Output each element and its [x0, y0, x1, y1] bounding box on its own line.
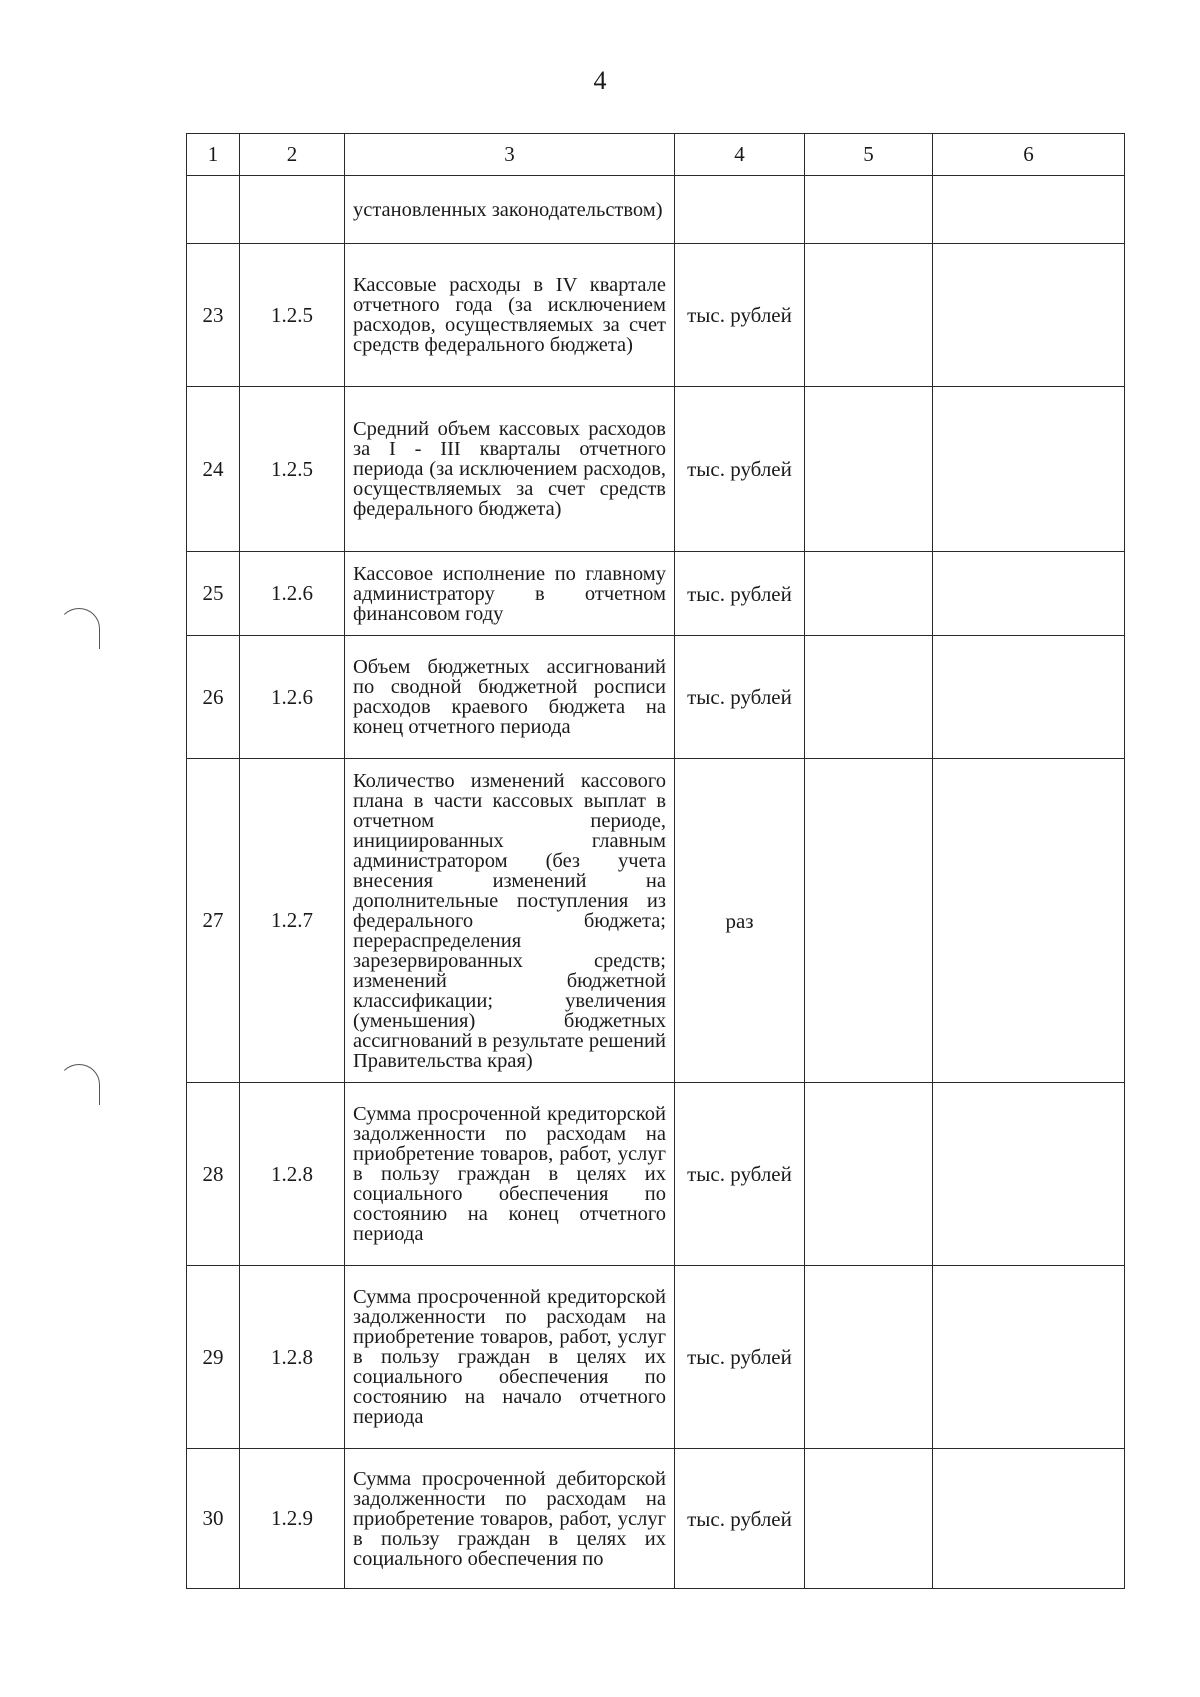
- table-row: [187, 636, 1125, 759]
- indicator-code: 1.2.6: [240, 636, 345, 759]
- indicators-table: [186, 133, 1125, 1589]
- unit-of-measure: тыс. рублей: [675, 387, 805, 552]
- value-cell: [933, 1449, 1125, 1589]
- table-row: [187, 1449, 1125, 1589]
- indicator-description: Количество изменений кассового плана в части кассовых выплат в отчетном периоде, инициированных главным администратором (без учета внесения изменений на дополнительные поступления из федерального бюджета; перераспределения зарезервированных средств; изменений бюджетной классификации; увеличения (уменьшения) бюджетных ассигнований в результате решений Правительства края): [345, 759, 675, 1083]
- row-number: 25: [187, 552, 240, 636]
- indicator-code: [240, 176, 345, 244]
- value-cell: [805, 387, 933, 552]
- value-cell: [805, 1449, 933, 1589]
- value-cell: [933, 1083, 1125, 1266]
- indicator-description: Объем бюджетных ассигнований по сводной бюджетной росписи расходов краевого бюджета на конец отчетного периода: [345, 636, 675, 759]
- table-row: [187, 176, 1125, 244]
- value-cell: [933, 176, 1125, 244]
- row-number: 23: [187, 244, 240, 387]
- indicator-description: Сумма просроченной кредиторской задолженности по расходам на приобретение товаров, работ, услуг в пользу граждан в целях их социального обеспечения по состоянию на конец отчетного периода: [345, 1083, 675, 1266]
- value-cell: [805, 1266, 933, 1449]
- indicator-code: 1.2.8: [240, 1083, 345, 1266]
- column-header: 2: [240, 134, 345, 176]
- row-number: 30: [187, 1449, 240, 1589]
- table-row: [187, 552, 1125, 636]
- indicator-code: 1.2.8: [240, 1266, 345, 1449]
- indicator-description: Кассовые расходы в IV квартале отчетного года (за исключением расходов, осуществляемых за счет средств федерального бюджета): [345, 244, 675, 387]
- value-cell: [805, 552, 933, 636]
- value-cell: [805, 176, 933, 244]
- value-cell: [933, 244, 1125, 387]
- indicator-code: 1.2.9: [240, 1449, 345, 1589]
- punch-hole-mark: [58, 608, 100, 649]
- unit-of-measure: тыс. рублей: [675, 1266, 805, 1449]
- unit-of-measure: тыс. рублей: [675, 636, 805, 759]
- unit-of-measure: тыс. рублей: [675, 244, 805, 387]
- column-header: 1: [187, 134, 240, 176]
- indicator-description: Средний объем кассовых расходов за I - III кварталы отчетного периода (за исключением расходов, осуществляемых за счет средств федерального бюджета): [345, 387, 675, 552]
- indicator-code: 1.2.5: [240, 244, 345, 387]
- unit-of-measure: тыс. рублей: [675, 1083, 805, 1266]
- indicator-description: Кассовое исполнение по главному администратору в отчетном финансовом году: [345, 552, 675, 636]
- row-number: 29: [187, 1266, 240, 1449]
- table-header-row: [187, 134, 1125, 176]
- value-cell: [933, 387, 1125, 552]
- table-row: [187, 387, 1125, 552]
- column-header: 6: [933, 134, 1125, 176]
- table-row: [187, 244, 1125, 387]
- value-cell: [933, 759, 1125, 1083]
- indicator-description: Сумма просроченной дебиторской задолженности по расходам на приобретение товаров, работ, услуг в пользу граждан в целях их социального обеспечения по: [345, 1449, 675, 1589]
- value-cell: [805, 1083, 933, 1266]
- row-number: 28: [187, 1083, 240, 1266]
- row-number: 24: [187, 387, 240, 552]
- value-cell: [933, 636, 1125, 759]
- indicator-description: Сумма просроченной кредиторской задолженности по расходам на приобретение товаров, работ, услуг в пользу граждан в целях их социального обеспечения по состоянию на начало отчетного периода: [345, 1266, 675, 1449]
- indicator-code: 1.2.5: [240, 387, 345, 552]
- table-row: [187, 1266, 1125, 1449]
- indicator-code: 1.2.6: [240, 552, 345, 636]
- row-number: [187, 176, 240, 244]
- row-number: 27: [187, 759, 240, 1083]
- unit-of-measure: раз: [675, 759, 805, 1083]
- value-cell: [933, 552, 1125, 636]
- value-cell: [805, 759, 933, 1083]
- row-number: 26: [187, 636, 240, 759]
- column-header: 4: [675, 134, 805, 176]
- table-row: [187, 759, 1125, 1083]
- value-cell: [805, 244, 933, 387]
- column-header: 3: [345, 134, 675, 176]
- unit-of-measure: тыс. рублей: [675, 1449, 805, 1589]
- punch-hole-mark: [58, 1064, 100, 1105]
- table-row: [187, 1083, 1125, 1266]
- indicators-table-container: [186, 133, 1124, 1589]
- indicator-description: установленных законодательством): [345, 176, 675, 244]
- unit-of-measure: [675, 176, 805, 244]
- indicator-code: 1.2.7: [240, 759, 345, 1083]
- value-cell: [933, 1266, 1125, 1449]
- unit-of-measure: тыс. рублей: [675, 552, 805, 636]
- column-header: 5: [805, 134, 933, 176]
- page-number: 4: [593, 66, 607, 95]
- value-cell: [805, 636, 933, 759]
